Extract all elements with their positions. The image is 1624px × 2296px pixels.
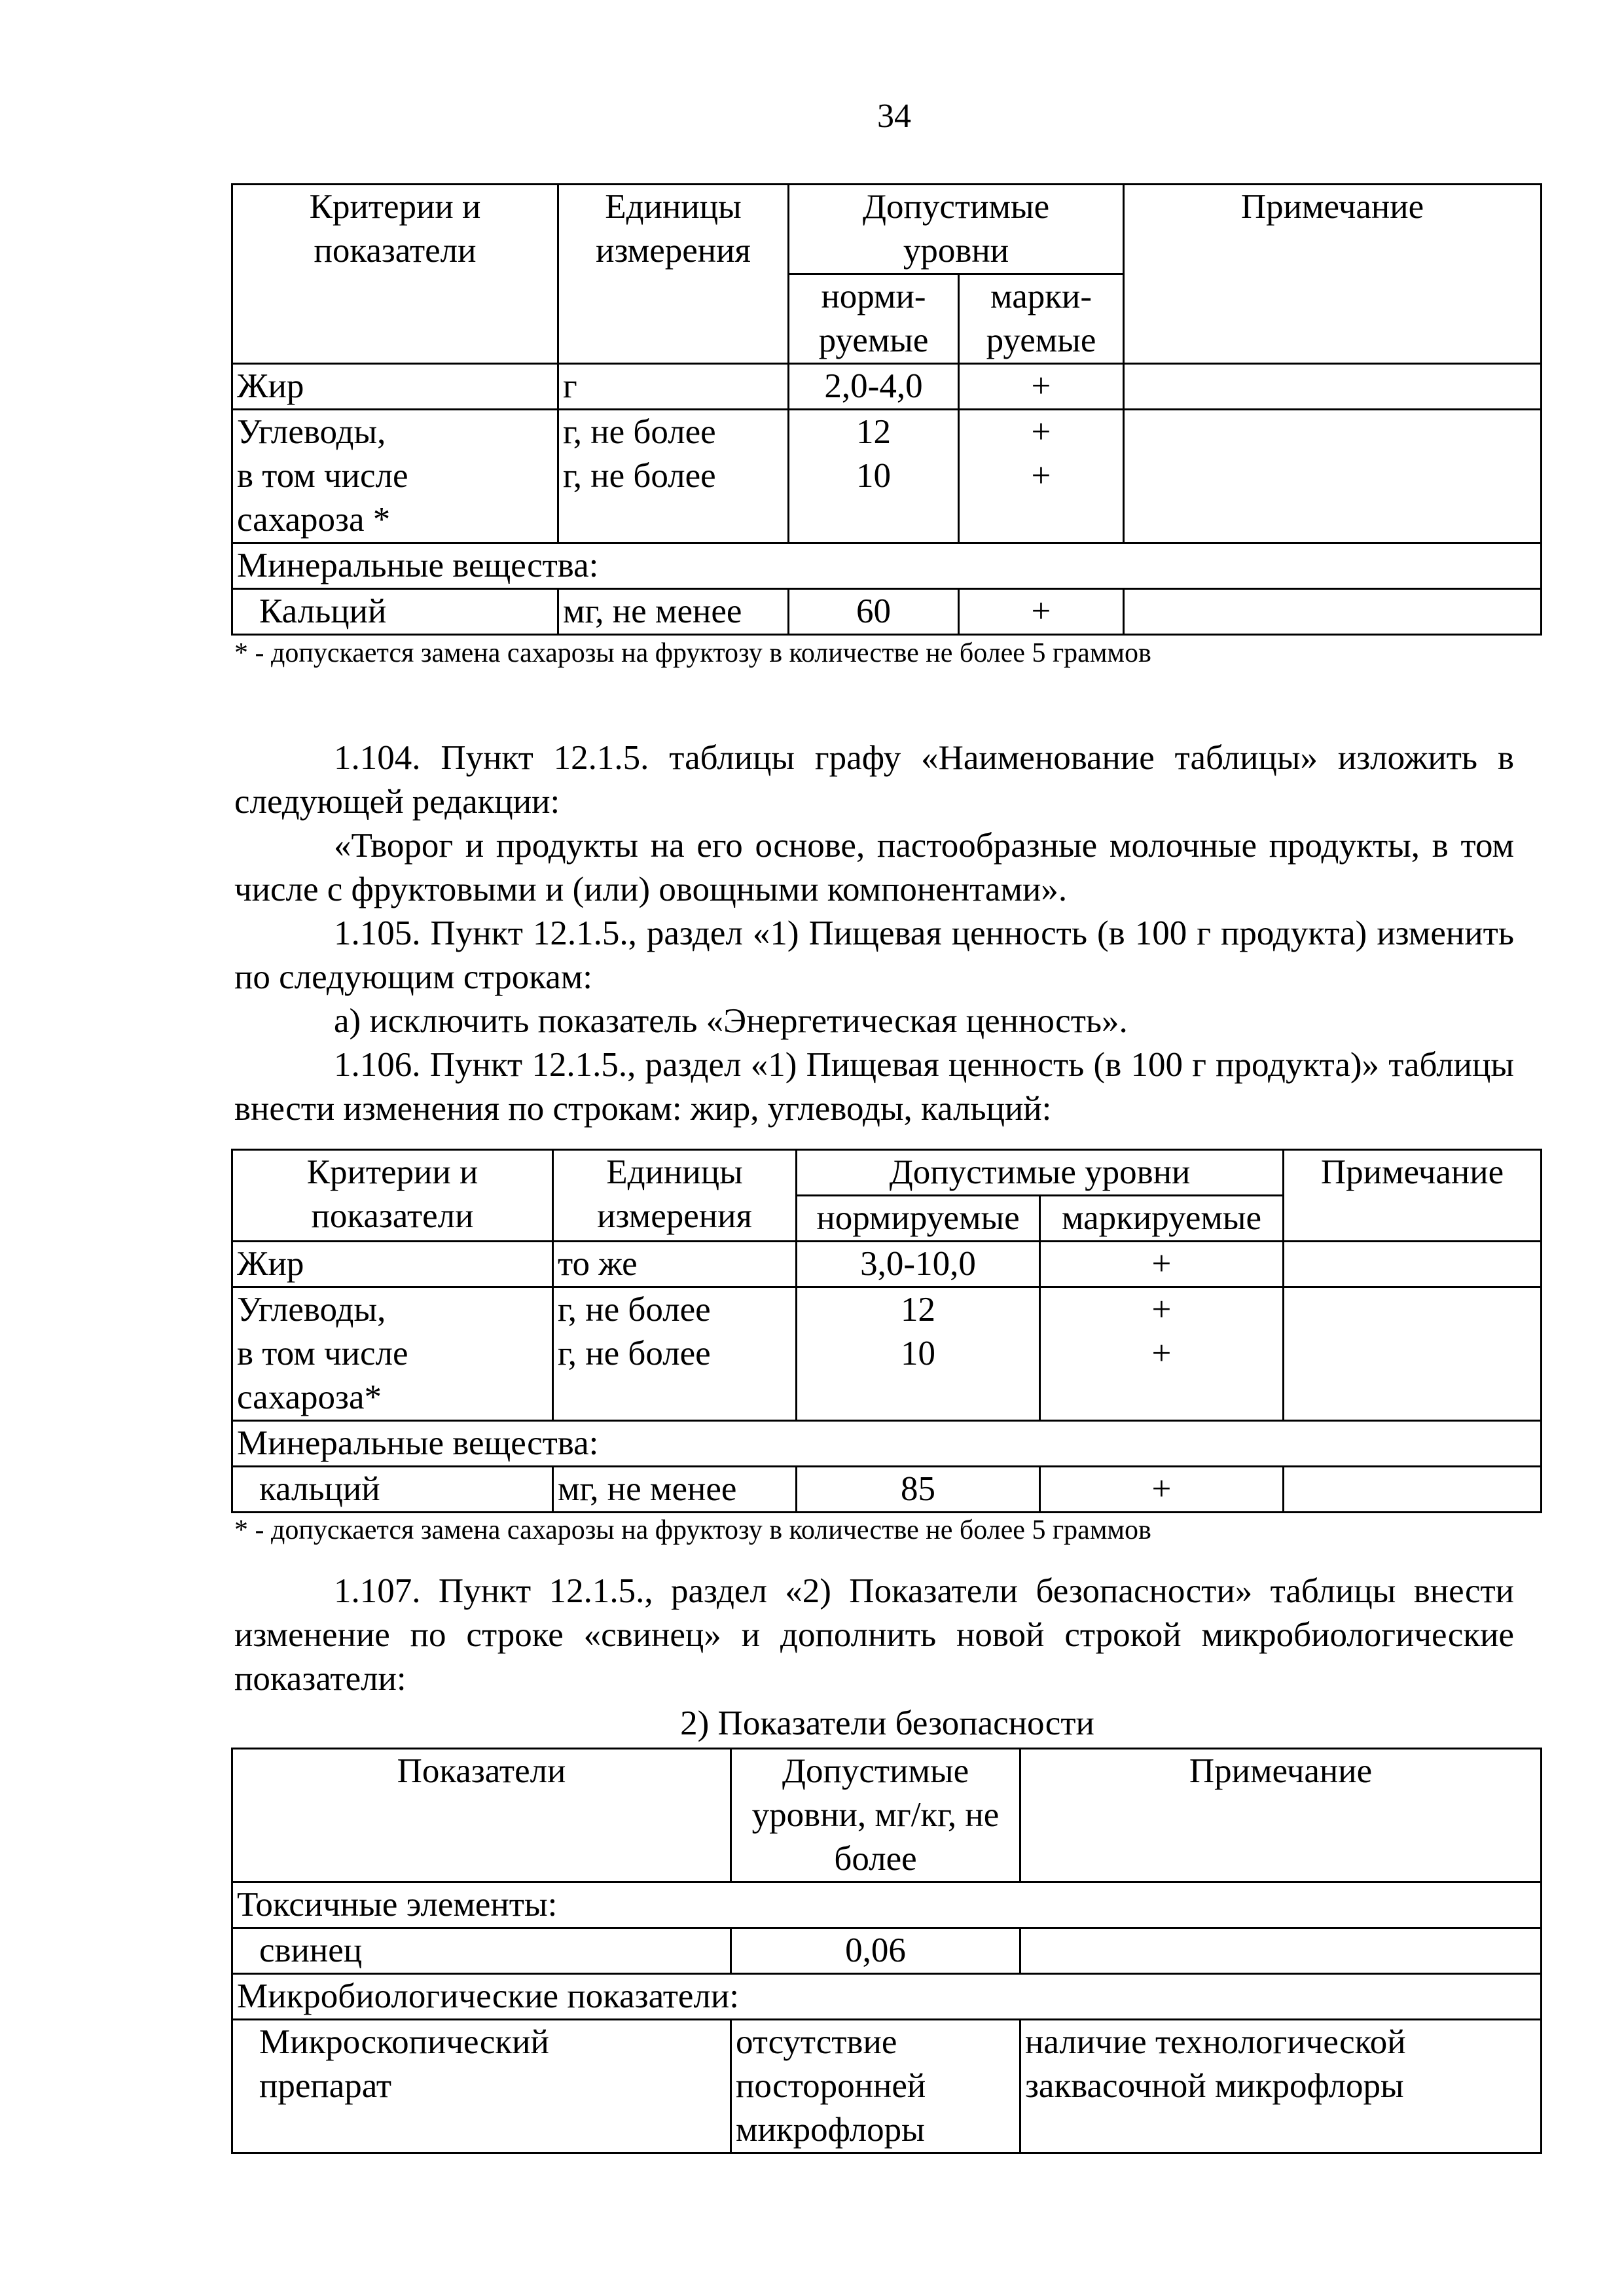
text-block-2 bbox=[234, 1570, 1514, 1701]
header-note: Примечание bbox=[1284, 1150, 1542, 1242]
table-nutrition-1 bbox=[231, 183, 1542, 636]
table-nutrition-2 bbox=[231, 1149, 1542, 1513]
table-row: Микробиологические показатели: bbox=[232, 1974, 1542, 2020]
table-row: Жир то же 3,0-10,0 + bbox=[232, 1242, 1542, 1287]
header-levels: Допустимые уровни, мг/кг, не более bbox=[731, 1749, 1020, 1882]
page-number: 34 bbox=[877, 98, 911, 135]
header-note: Примечание bbox=[1020, 1749, 1542, 1882]
paragraph: 1.106. Пункт 12.1.5., раздел «1) Пищевая ценность (в 100 г продукта)» таблицы внести изменения по строкам: жир, углеводы, кальций: bbox=[234, 1046, 1514, 1128]
header-units: Единицы измерения bbox=[558, 185, 789, 364]
table-row: Минеральные вещества: bbox=[232, 1421, 1542, 1467]
paragraph: а) исключить показатель «Энергетическая ценность». bbox=[334, 1002, 1128, 1040]
table-row: Минеральные вещества: bbox=[232, 543, 1542, 589]
table-safety bbox=[231, 1748, 1542, 2154]
footnote-2: * - допускается замена сахарозы на фруктозу в количестве не более 5 граммов bbox=[234, 1515, 1151, 1545]
header-levels: Допустимые уровни bbox=[789, 185, 1124, 274]
header-marked: марки- руемые bbox=[959, 274, 1124, 364]
text-block-1 bbox=[234, 736, 1514, 1131]
table-caption: 2) Показатели безопасности bbox=[680, 1704, 1094, 1742]
paragraph: 1.105. Пункт 12.1.5., раздел «1) Пищевая ценность (в 100 г продукта) изменить по следующим строкам: bbox=[234, 914, 1514, 996]
header-indicators: Показатели bbox=[232, 1749, 731, 1882]
table-row: Кальций мг, не менее 60 + bbox=[232, 589, 1542, 635]
header-marked: маркируемые bbox=[1040, 1196, 1284, 1242]
paragraph: «Творог и продукты на его основе, пастообразные молочные продукты, в том числе с фруктовыми и (или) овощными компонентами». bbox=[234, 827, 1514, 908]
table-row: Жир г 2,0-4,0 + bbox=[232, 364, 1542, 410]
table-row: кальций мг, не менее 85 + bbox=[232, 1467, 1542, 1513]
header-criteria: Критерии и показатели bbox=[232, 1150, 553, 1242]
table-row: Углеводы, в том числе сахароза* г, не более г, не более 12 10 + + bbox=[232, 1287, 1542, 1421]
header-criteria: Критерии и показатели bbox=[232, 185, 558, 364]
table-row: Токсичные элементы: bbox=[232, 1882, 1542, 1928]
table-row: Углеводы, в том числе сахароза * г, не более г, не более 12 10 + + bbox=[232, 410, 1542, 543]
header-units: Единицы измерения bbox=[553, 1150, 797, 1242]
table-row: Микроскопический препарат отсутствие посторонней микрофлоры наличие технологической заквасочной микрофлоры bbox=[232, 2020, 1542, 2153]
footnote-1: * - допускается замена сахарозы на фруктозу в количестве не более 5 граммов bbox=[234, 638, 1151, 668]
header-levels: Допустимые уровни bbox=[797, 1150, 1284, 1196]
header-normed: нормируемые bbox=[797, 1196, 1040, 1242]
paragraph: 1.104. Пункт 12.1.5. таблицы графу «Наименование таблицы» изложить в следующей редакции: bbox=[234, 739, 1514, 821]
header-normed: норми- руемые bbox=[789, 274, 959, 364]
paragraph: 1.107. Пункт 12.1.5., раздел «2) Показатели безопасности» таблицы внести изменение по строке «свинец» и дополнить новой строкой микробиологические показатели: bbox=[234, 1572, 1514, 1698]
table-row: свинец 0,06 bbox=[232, 1928, 1542, 1974]
header-note: Примечание bbox=[1124, 185, 1542, 364]
